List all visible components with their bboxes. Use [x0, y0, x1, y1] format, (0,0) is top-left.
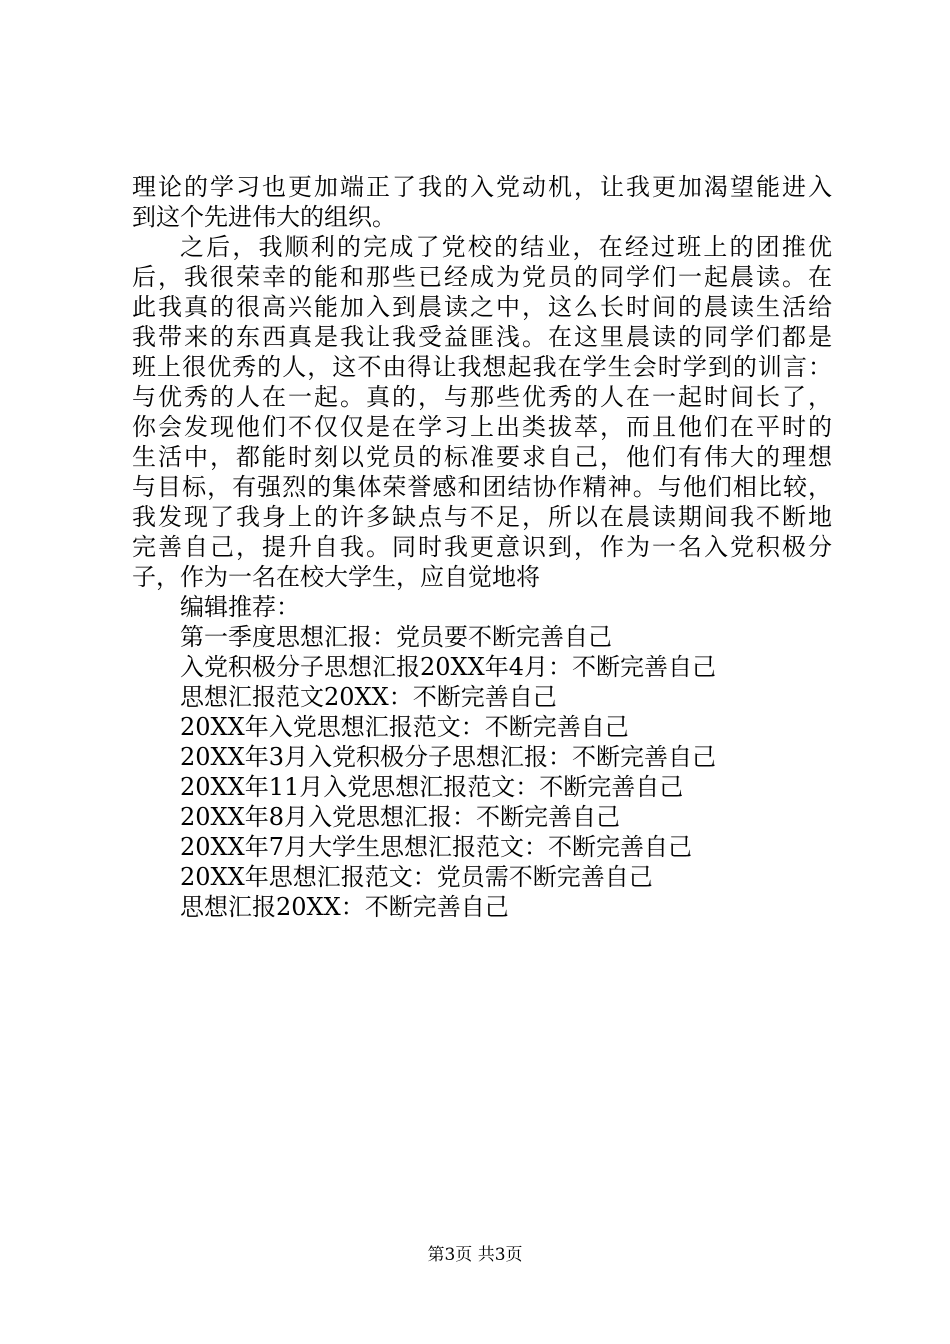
paragraph-line: 我带来的东西真是我让我受益匪浅。在这里晨读的同学们都是 — [132, 323, 832, 351]
recommend-link[interactable]: 20XX年入党思想汇报范文：不断完善自己 — [180, 713, 629, 741]
recommend-link[interactable]: 第一季度思想汇报：党员要不断完善自己 — [180, 623, 612, 651]
recommend-link[interactable]: 思想汇报20XX：不断完善自己 — [180, 893, 509, 921]
paragraph-line: 理论的学习也更加端正了我的入党动机，让我更加渴望能进入 — [132, 173, 832, 201]
page-footer — [0, 1243, 950, 1267]
recommend-link[interactable]: 20XX年7月大学生思想汇报范文：不断完善自己 — [180, 833, 692, 861]
paragraph-line: 你会发现他们不仅仅是在学习上出类拔萃，而且他们在平时的 — [132, 413, 832, 441]
paragraph-line: 生活中，都能时刻以党员的标准要求自己，他们有伟大的理想 — [132, 443, 832, 471]
recommend-link[interactable]: 入党积极分子思想汇报20XX年4月：不断完善自己 — [180, 653, 716, 681]
recommend-link[interactable]: 20XX年8月入党思想汇报：不断完善自己 — [180, 803, 620, 831]
recommend-link[interactable]: 20XX年11月入党思想汇报范文：不断完善自己 — [180, 773, 684, 801]
paragraph-line: 我发现了我身上的许多缺点与不足，所以在晨读期间我不断地 — [132, 503, 832, 531]
recommend-heading: 编辑推荐： — [180, 593, 300, 621]
paragraph-line: 与目标，有强烈的集体荣誉感和团结协作精神。与他们相比较， — [132, 473, 832, 501]
paragraph-line: 此我真的很高兴能加入到晨读之中，这么长时间的晨读生活给 — [132, 293, 832, 321]
paragraph-line: 子，作为一名在校大学生，应自觉地将 — [132, 563, 540, 591]
recommend-link[interactable]: 思想汇报范文20XX：不断完善自己 — [180, 683, 557, 711]
paragraph-line: 后，我很荣幸的能和那些已经成为党员的同学们一起晨读。在 — [132, 263, 832, 291]
paragraph-line: 完善自己，提升自我。同时我更意识到，作为一名入党积极分 — [132, 533, 832, 561]
recommend-link[interactable]: 20XX年3月入党积极分子思想汇报：不断完善自己 — [180, 743, 716, 771]
paragraph-line: 班上很优秀的人，这不由得让我想起我在学生会时学到的训言： — [132, 353, 832, 381]
paragraph-line: 之后，我顺利的完成了党校的结业，在经过班上的团推优 — [180, 233, 832, 261]
paragraph-line: 与优秀的人在一起。真的，与那些优秀的人在一起时间长了， — [132, 383, 832, 411]
recommend-link[interactable]: 20XX年思想汇报范文：党员需不断完善自己 — [180, 863, 653, 891]
document-body — [132, 172, 832, 922]
paragraph-line: 到这个先进伟大的组织。 — [132, 203, 396, 231]
page-number: 第3页 共3页 — [427, 1245, 523, 1265]
